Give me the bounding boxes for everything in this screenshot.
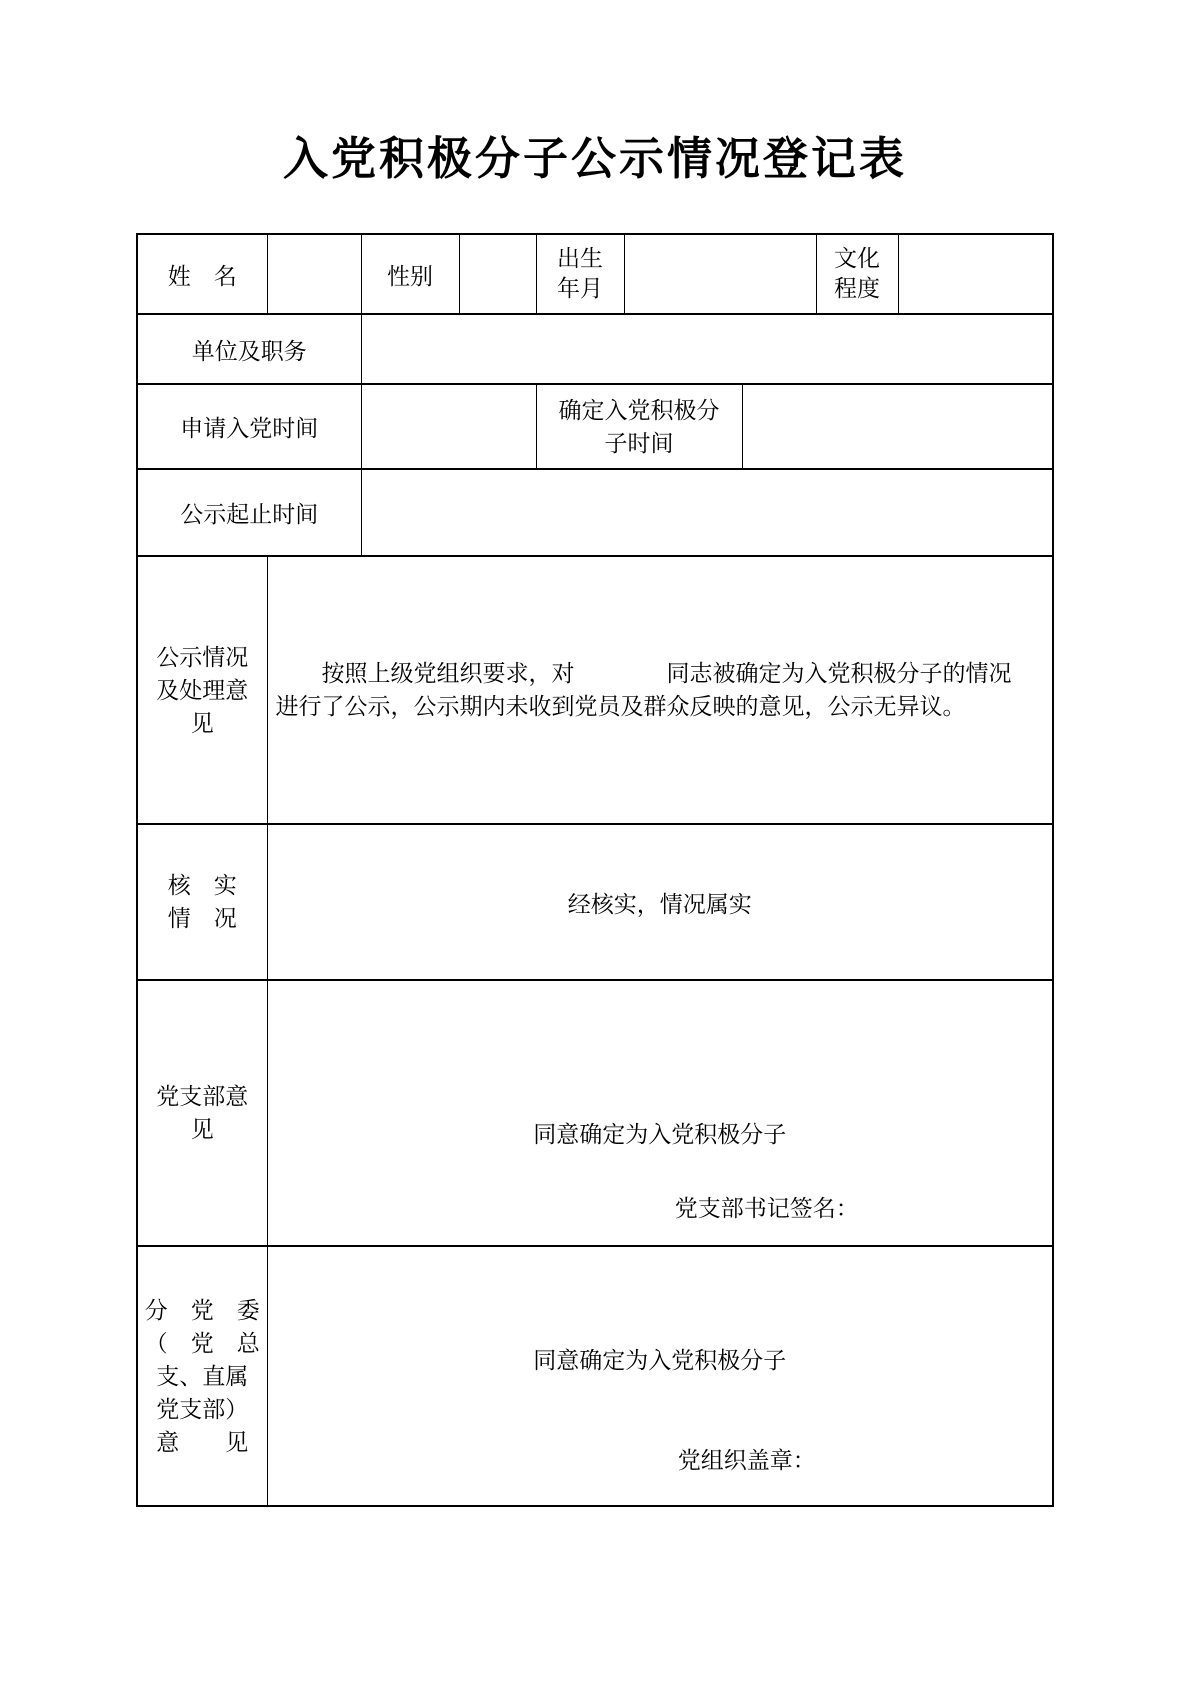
publicity-period-label: 公示起止时间 — [180, 502, 319, 527]
name-label: 姓 名 — [167, 263, 237, 289]
label-line: 出生 — [557, 246, 603, 271]
publicity-period-label-cell — [137, 469, 361, 556]
label-line: 意 见 — [156, 1429, 249, 1455]
name-value-cell[interactable] — [267, 234, 361, 314]
unit-position-value-cell[interactable] — [361, 314, 1053, 384]
party-org-seal-label: 党组织盖章： — [677, 1448, 816, 1473]
label-line: 文化 — [834, 246, 880, 271]
apply-date-value-cell[interactable] — [361, 384, 536, 469]
branch-opinion-text: 同意确定为入党积极分子 — [533, 1122, 787, 1147]
committee-opinion-content-cell[interactable] — [267, 1246, 1053, 1506]
row-committee-opinion — [137, 1246, 1053, 1506]
label-line: 支、直属 — [156, 1363, 249, 1389]
unit-position-label: 单位及职务 — [191, 338, 307, 364]
label-line: （ 党 总 — [144, 1330, 260, 1356]
label-line: 公示情况 — [156, 644, 249, 670]
apply-date-label-cell — [137, 384, 361, 469]
activist-date-value-cell[interactable] — [742, 384, 1053, 469]
branch-opinion-label — [138, 1080, 267, 1146]
activist-date-label — [537, 394, 742, 460]
label-line: 程度 — [834, 276, 880, 301]
verification-label-cell — [137, 824, 267, 980]
birth-date-label-cell — [536, 234, 624, 314]
branch-opinion-content-cell[interactable] — [267, 980, 1053, 1246]
label-line: 年月 — [557, 276, 603, 301]
committee-opinion-label-cell — [137, 1246, 267, 1506]
birth-date-value-cell[interactable] — [624, 234, 816, 314]
row-verification — [137, 824, 1053, 980]
branch-opinion-label-cell — [137, 980, 267, 1246]
row-unit-position — [137, 314, 1053, 384]
row-publicity-period — [137, 469, 1053, 556]
sex-value-cell[interactable] — [459, 234, 536, 314]
label-line: 子时间 — [604, 430, 674, 456]
label-line: 见 — [190, 710, 214, 736]
row-branch-opinion — [137, 980, 1053, 1246]
birth-date-label — [537, 244, 624, 304]
row-dates — [137, 384, 1053, 469]
registration-form-table — [136, 233, 1054, 1507]
row-publicity-result — [137, 556, 1053, 824]
label-line: 党支部意 — [156, 1084, 249, 1109]
label-line: 见 — [190, 1117, 214, 1142]
activist-date-label-cell — [536, 384, 742, 469]
publicity-result-label — [138, 641, 267, 740]
education-value-cell[interactable] — [898, 234, 1053, 314]
label-line: 情 况 — [167, 906, 237, 931]
committee-opinion-label — [138, 1294, 267, 1459]
text-line: 进行了公示，公示期内未收到党员及群众反映的意见，公示无异议。 — [275, 694, 966, 719]
verification-text: 经核实，情况属实 — [567, 891, 752, 917]
sex-label: 性别 — [387, 263, 433, 289]
label-line: 确定入党积极分 — [558, 397, 720, 423]
publicity-result-label-cell — [137, 556, 267, 824]
label-line: 党支部） — [156, 1396, 249, 1422]
unit-position-label-cell — [137, 314, 361, 384]
committee-opinion-text: 同意确定为入党积极分子 — [533, 1348, 787, 1373]
label-line: 及处理意 — [156, 677, 249, 703]
branch-secretary-signature-label: 党支部书记签名： — [674, 1196, 859, 1221]
verification-content-cell[interactable] — [267, 824, 1053, 980]
publicity-result-text — [268, 657, 1053, 723]
education-label — [817, 244, 898, 304]
apply-date-label: 申请入党时间 — [180, 416, 319, 441]
sex-label-cell — [361, 234, 459, 314]
name-label-cell — [137, 234, 267, 314]
label-line: 分 党 委 — [144, 1297, 260, 1323]
education-label-cell — [816, 234, 898, 314]
text-line: 按照上级党组织要求，对 同志被确定为入党积极分子的情况 — [275, 661, 1012, 686]
publicity-result-content-cell[interactable] — [267, 556, 1053, 824]
label-line: 核 实 — [167, 873, 237, 898]
row-basic-info — [137, 234, 1053, 314]
verification-label — [138, 869, 267, 935]
page-title: 入党积极分子公示情况登记表 — [282, 134, 907, 184]
publicity-period-value-cell[interactable] — [361, 469, 1053, 556]
